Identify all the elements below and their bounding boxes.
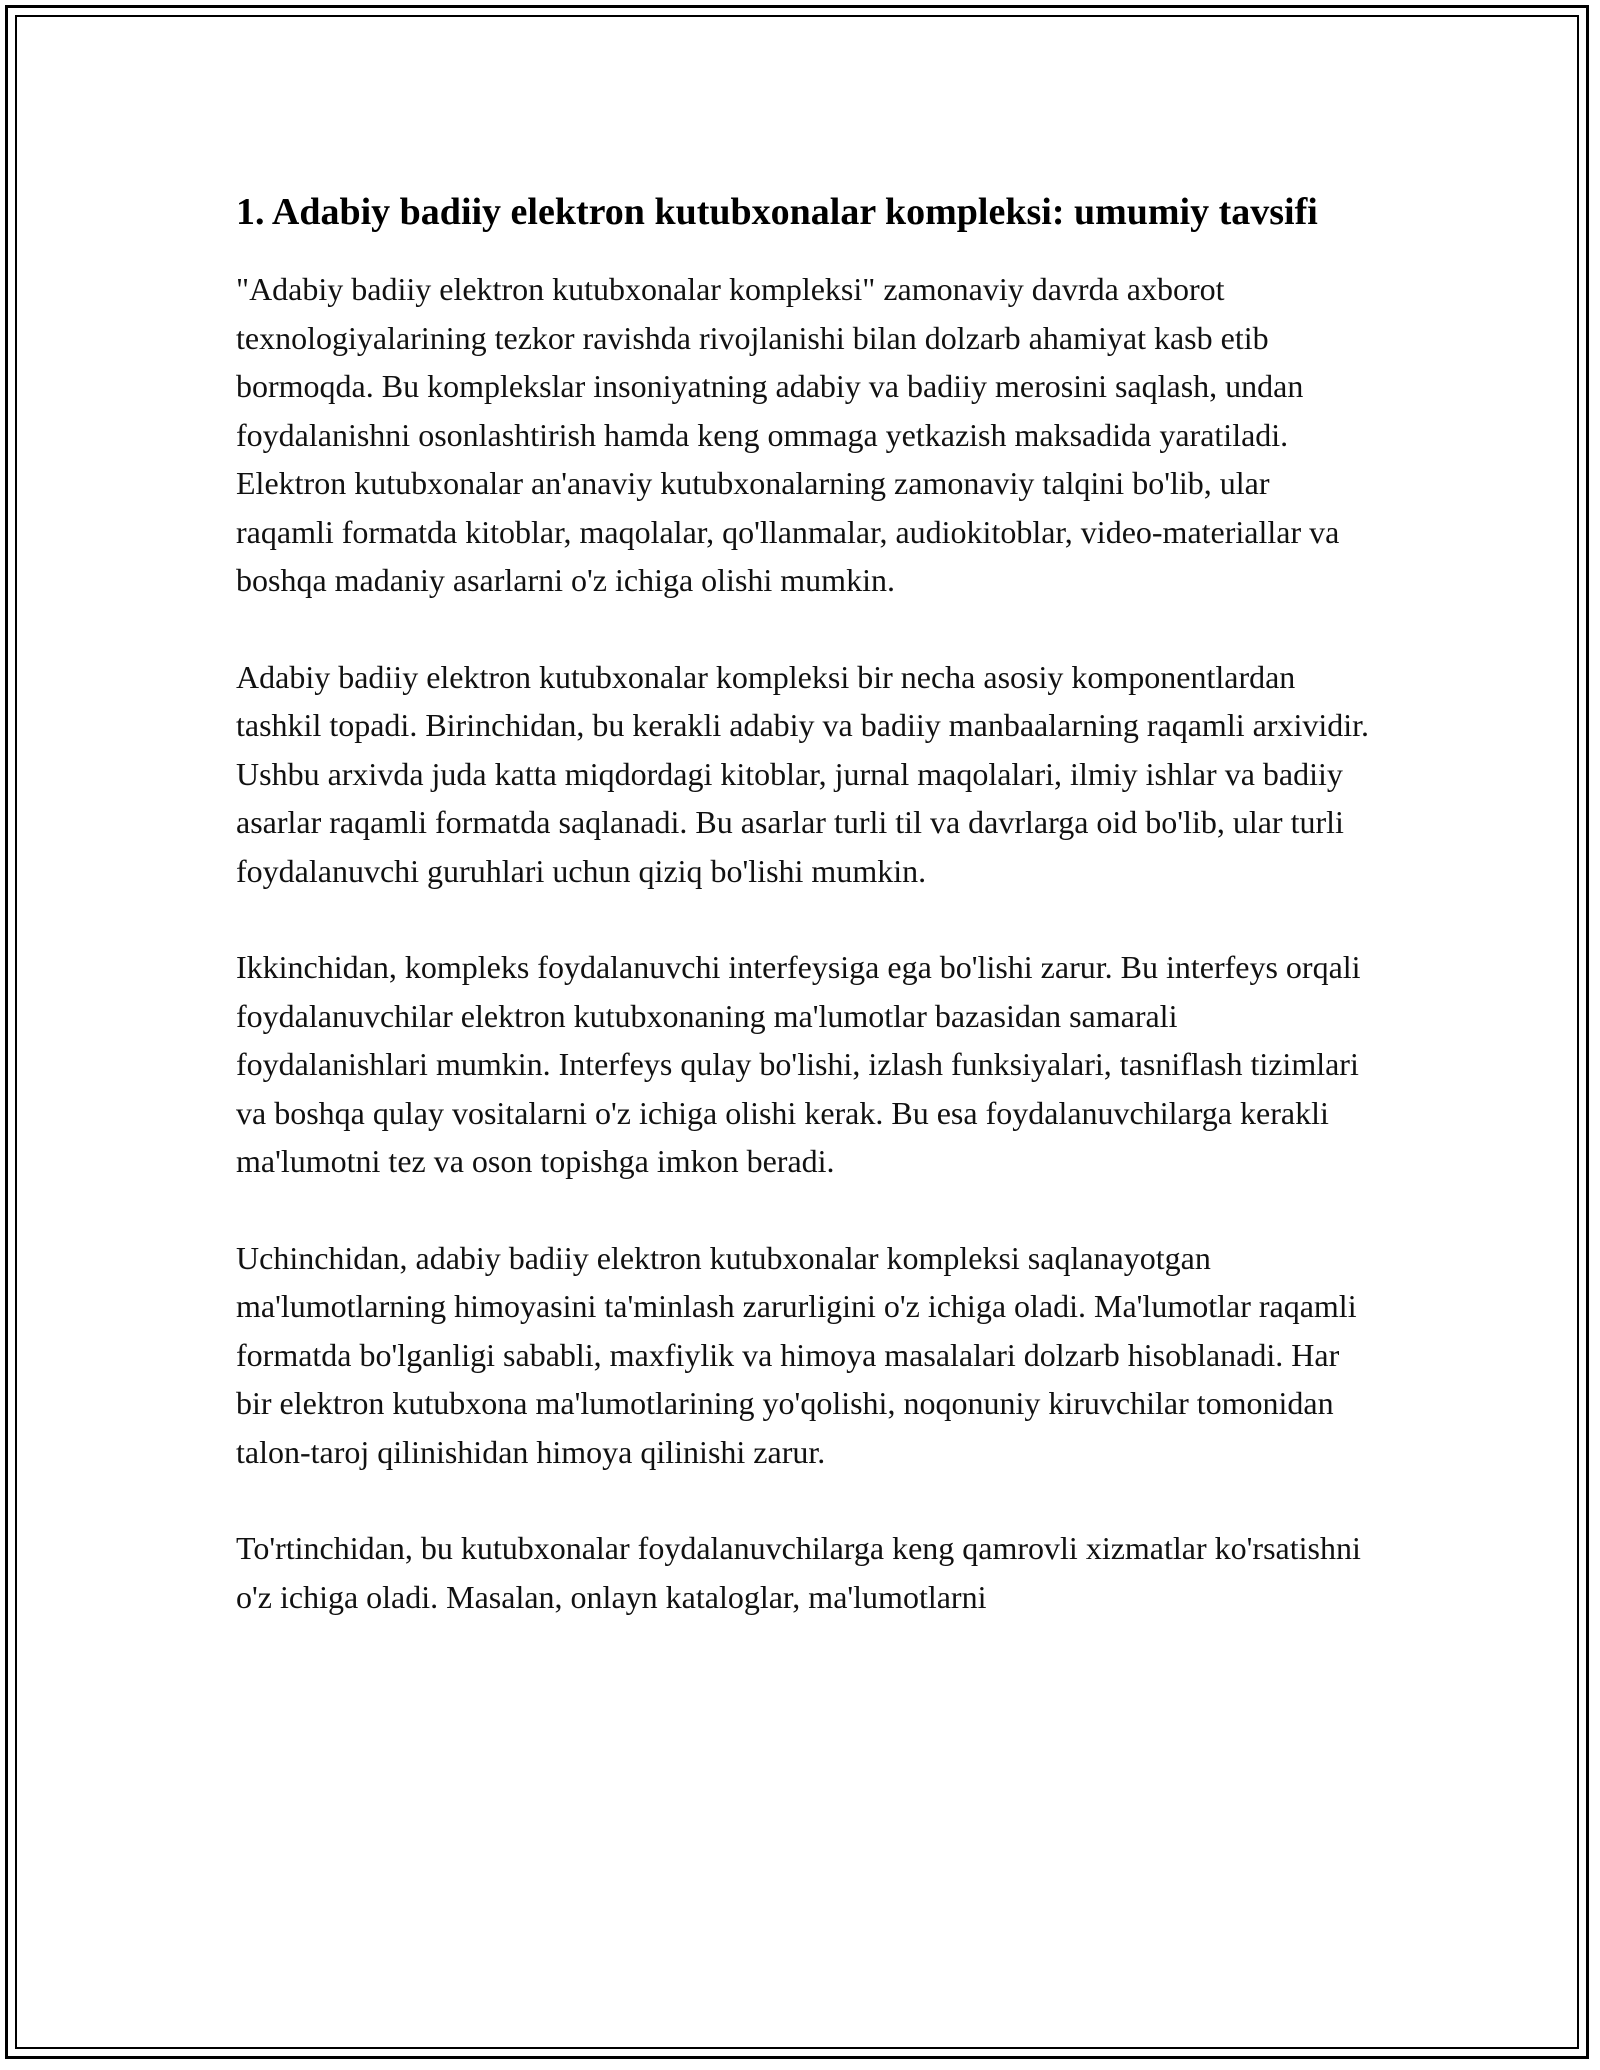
document-body bbox=[236, 185, 1370, 1669]
paragraph-intro: "Adabiy badiiy elektron kutubxonalar kompleksi" zamonaviy davrda axborot texnologiyalarining tezkor ravishda rivojlanishi bilan dolzarb ahamiyat kasb etib bormoqda. Bu komplekslar insoniyatning adabiy va badiiy merosini saqlash, undan foydalanishni osonlashtirish hamda keng ommaga yetkazish maksadida yaratiladi. Elektron kutubxonalar an'anaviy kutubxonalarning zamonaviy talqini bo'lib, ular raqamli formatda kitoblar, maqolalar, qo'llanmalar, audiokitoblar, video-materiallar va boshqa madaniy asarlarni o'z ichiga olishi mumkin. bbox=[236, 271, 1340, 598]
paragraph-first-component: Adabiy badiiy elektron kutubxonalar kompleksi bir necha asosiy komponentlardan tashkil topadi. Birinchidan, bu kerakli adabiy va badiiy manbaalarning raqamli arxividir. Ushbu arxivda juda katta miqdordagi kitoblar, jurnal maqolalari, ilmiy ishlar va badiiy asarlar raqamli formatda saqlanadi. Bu asarlar turli til va davrlarga oid bo'lib, ular turli foydalanuvchi guruhlari uchun qiziq bo'lishi mumkin. bbox=[236, 658, 1370, 889]
paragraph-fourth-component: To'rtinchidan, bu kutubxonalar foydalanuvchilarga keng qamrovli xizmatlar ko'rsatishni o'z ichiga oladi. Masalan, onlayn kataloglar, ma'lumotlarni bbox=[236, 1530, 1361, 1615]
paragraph-third-component: Uchinchidan, adabiy badiiy elektron kutubxonalar kompleksi saqlanayotgan ma'lumotlarning himoyasini ta'minlash zarurligini o'z ichiga oladi. Ma'lumotlar raqamli formatda bo'lganligi sababli, maxfiylik va himoya masalalari dolzarb hisoblanadi. Har bir elektron kutubxona ma'lumotlarining yo'qolishi, noqonuniy kiruvchilar tomonidan talon-taroj qilinishidan himoya qilinishi zarur. bbox=[236, 1239, 1357, 1470]
paragraph-second-component: Ikkinchidan, kompleks foydalanuvchi interfeysiga ega bo'lishi zarur. Bu interfeys orqali foydalanuvchilar elektron kutubxonaning ma'lumotlar bazasidan samarali foydalanishlari mumkin. Interfeys qulay bo'lishi, izlash funksiyalari, tasniflash tizimlari va boshqa qulay vositalarni o'z ichiga olishi kerak. Bu esa foydalanuvchilarga kerakli ma'lumotni tez va oson topishga imkon beradi. bbox=[236, 949, 1361, 1179]
section-heading: 1. Adabiy badiiy elektron kutubxonalar kompleksi: umumiy tavsifi bbox=[236, 191, 1318, 233]
